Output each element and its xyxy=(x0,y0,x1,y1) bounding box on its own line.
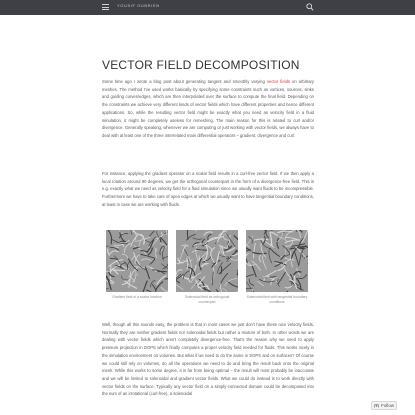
paragraph-text: Some time ago I wrote a blog post about generating tangent and smoothly varying xyxy=(102,79,267,84)
figure-caption: Solenoidal field as orthogonal counterpart xyxy=(184,295,230,304)
follow-icon xyxy=(374,403,379,408)
paragraph-intro xyxy=(102,78,314,140)
figure-tangential-field xyxy=(246,230,308,305)
menu-icon[interactable] xyxy=(102,4,109,10)
paragraph-text: on arbitrary meshes. The method I've used works basically by specifying some constraints such as vortices, sources, sinks and guiding curves/edges, which are then interpolated over the surface to compute the final field. Depending on the constraints we achieve very different kinds of vector fields which have different properties and hence different applications. So, while the resulting vector field might be exactly what you need as velocity field in a fluid simulation, it might be completely useless for remeshing. The main reason for this is related to curl and/or divergence. Generally speaking, whenever we are computing or just working with vector fields, we always have to deal with at least one of the three interrelated main differential operators – gradient, divergence and curl. xyxy=(102,79,315,138)
post-title: VECTOR FIELD DECOMPOSITION xyxy=(102,58,300,72)
figure-caption: Gradient field of a scalar function xyxy=(112,295,162,299)
search-icon[interactable] xyxy=(306,3,314,11)
paragraph-gradient: For instance, applying the gradient operator on a scalar field results in a curl-free vector field. If we then apply a local rotation around 90 degrees, we get the orthogonal counterpart in the form of a divergence-free field. This is e.g. exactly what we need as velocity field for a fluid simulation since we usually want fluids to be incompressible. Furthermore we have to take care of open edges at which we usually want to have tangential boundary conditions, at least in case we are working with fluids. xyxy=(102,171,314,207)
vector-fields-link[interactable]: vector fields xyxy=(266,79,291,84)
figure-solenoidal-field xyxy=(176,230,238,305)
top-bar xyxy=(0,0,415,15)
follow-label: Follow xyxy=(380,403,394,408)
field-image-gradient[interactable] xyxy=(106,230,168,292)
field-image-tangential[interactable] xyxy=(246,230,308,292)
field-image-solenoidal[interactable] xyxy=(176,230,238,292)
site-title[interactable]: YOUSIF OUBRIEN xyxy=(117,3,160,8)
figure-gradient-field xyxy=(106,230,168,300)
follow-button[interactable] xyxy=(371,401,397,410)
paragraph-decomposition: Well, though all this sounds easy, the problem is that in most cases we just don't have these nice velocity fields. Normally they are neither gradient fields nor solenoidal fields but rather a mixture of both. In other words we are dealing with vector fields which aren't completely divergence-free. That's the reason why we need to apply pressure projection in DOPS which finally computes a proper velocity field needed for fluids. This works nicely in the simulation environment on volumes. But what if we need to do the same in SOPS and on surfaces? Of course we could still rely on volumes, do all the operations we need to do and bring the result back onto the original mesh. While this works to some degree, it is far from being optimal – the result will most probably be inaccurate and we will be limited to solenoidal and gradient vector fields. What we could do instead is to work directly with vector fields on the surface. Typically any vector field on a simply-connected domain could be decomposed into the sum of an irrotational (curl-free), a solenoidal xyxy=(102,322,314,397)
figure-caption: Solenoidal field with tangential boundary conditions xyxy=(246,295,308,304)
